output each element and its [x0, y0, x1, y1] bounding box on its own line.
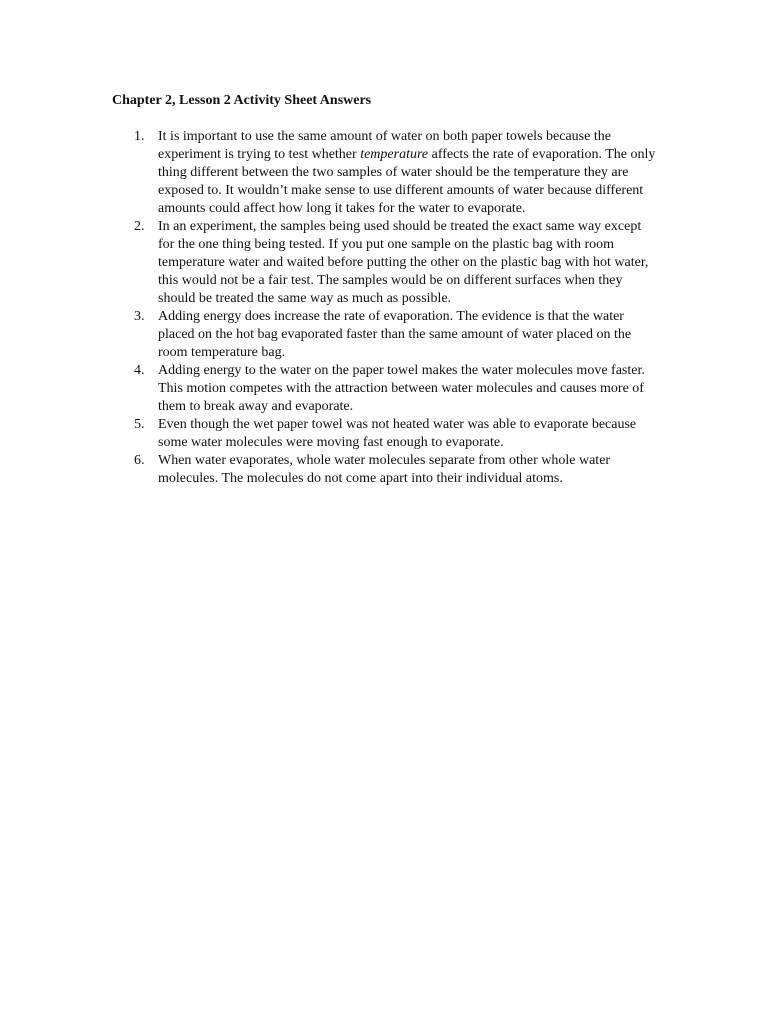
answer-text-part: affects the rate of evaporation. The only thing different between the two samples of water should be the temperature they are exposed to. It wouldn’t make sense to use different amounts of water because different amounts could affect how long it takes for the water to evaporate. [158, 147, 656, 216]
answer-text-part: It is important to use the same amount of water on both paper towels because the experiment is trying to test whether [158, 129, 611, 162]
answer-text: Even though the wet paper towel was not heated water was able to evaporate because some water molecules were moving fast enough to evaporate. [158, 417, 637, 450]
answer-item-4 [134, 362, 658, 416]
answer-item-5 [134, 416, 658, 452]
answer-number: 3. [134, 309, 145, 324]
answer-number: 2. [134, 219, 145, 234]
answer-text [158, 128, 658, 218]
answer-item-6 [134, 452, 658, 488]
answer-list [134, 128, 658, 488]
answer-item-1 [134, 128, 658, 218]
answer-text: When water evaporates, whole water molecules separate from other whole water molecules. The molecules do not come apart into their individual atoms. [158, 453, 611, 486]
document-title: Chapter 2, Lesson 2 Activity Sheet Answers [112, 93, 372, 108]
answer-number: 5. [134, 417, 145, 432]
answer-item-3 [134, 308, 658, 362]
answer-text: In an experiment, the samples being used should be treated the exact same way except for the one thing being tested. If you put one sample on the plastic bag with room temperature water and waited before putting the other on the plastic bag with hot water, this would not be a fair test. The samples would be on different surfaces when they should be treated the same way as much as possible. [158, 219, 649, 306]
answer-text: Adding energy does increase the rate of evaporation. The evidence is that the water placed on the hot bag evaporated faster than the same amount of water placed on the room temperature bag. [158, 309, 632, 360]
answer-text: Adding energy to the water on the paper towel makes the water molecules move faster. This motion competes with the attraction between water molecules and causes more of them to break away and evaporate. [158, 363, 645, 414]
answer-number: 6. [134, 453, 145, 468]
answer-number: 4. [134, 363, 145, 378]
answer-emphasis: temperature [360, 147, 429, 162]
answer-item-2 [134, 218, 658, 308]
answer-number: 1. [134, 129, 145, 144]
